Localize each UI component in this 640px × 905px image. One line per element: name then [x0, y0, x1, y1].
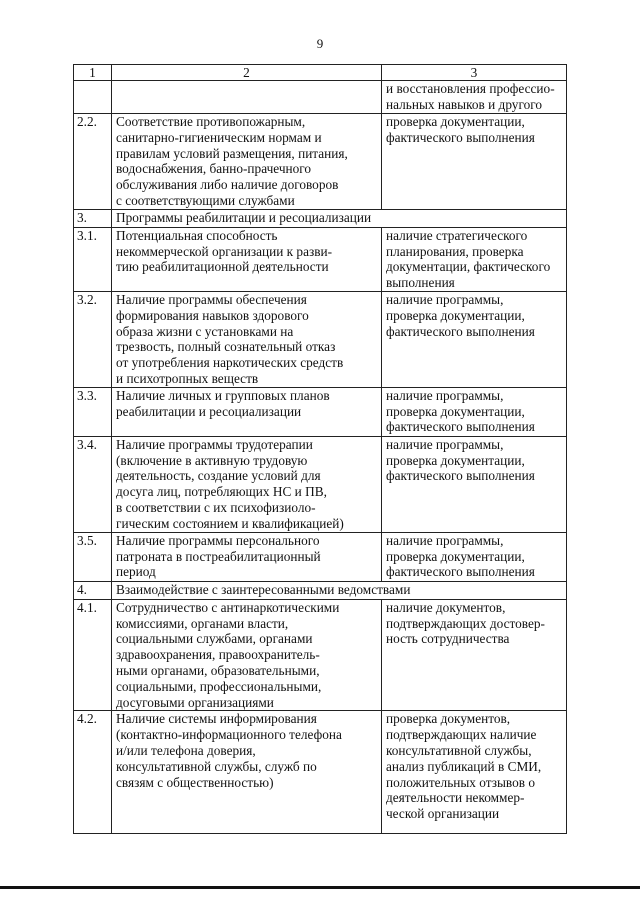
section-number: 3. — [74, 209, 112, 227]
section-title: Взаимодействие с заинтересованными ведомствами — [112, 581, 567, 599]
method-cell: проверка документов, подтверждающих наличие консультативной службы, анализ публикаций в СМИ, положительных отзывов о деятельности некоммер- ческой организации — [382, 711, 567, 834]
table-row — [74, 599, 567, 711]
method-cell: наличие программы, проверка документации, фактического выполнения — [382, 291, 567, 387]
table-row — [74, 387, 567, 436]
table-row — [74, 81, 567, 114]
criterion-cell: Наличие системы информирования (контактно-информационного телефона и/или телефона доверия, консультативной службы, служб по связям с общественностью) — [112, 711, 382, 834]
criterion-cell: Наличие программы трудотерапии (включение в активную трудовую деятельность, создание условий для досуга лиц, потребляющих НС и ПВ, в соответствии с их психофизиоло- гическим состоянием и квалификацией) — [112, 436, 382, 532]
item-number: 2.2. — [74, 114, 112, 210]
method-cell: наличие программы, проверка документации, фактического выполнения — [382, 436, 567, 532]
table-header-row — [74, 65, 567, 81]
section-title: Программы реабилитации и ресоциализации — [112, 209, 567, 227]
table-row — [74, 532, 567, 581]
method-cell: и восстановления профессио- нальных навыков и другого — [382, 81, 567, 114]
column-header: 1 — [74, 65, 112, 81]
method-cell: наличие документов, подтверждающих достовер- ность сотрудничества — [382, 599, 567, 711]
criterion-cell: Сотрудничество с антинаркотическими комиссиями, органами власти, социальными службами, органами здравоохранения, правоохранитель- ными органами, образовательными, социальными, профессиональными, досуговыми организациями — [112, 599, 382, 711]
table-body — [74, 65, 567, 834]
table-row — [74, 227, 567, 291]
criterion-cell: Наличие личных и групповых планов реабилитации и ресоциализации — [112, 387, 382, 436]
item-number — [74, 81, 112, 114]
criterion-cell: Потенциальная способность некоммерческой организации к разви- тию реабилитационной деятельности — [112, 227, 382, 291]
bottom-rule — [0, 886, 640, 889]
method-cell: проверка документации, фактического выполнения — [382, 114, 567, 210]
criterion-cell — [112, 81, 382, 114]
section-row — [74, 209, 567, 227]
item-number: 3.4. — [74, 436, 112, 532]
item-number: 3.5. — [74, 532, 112, 581]
method-cell: наличие программы, проверка документации, фактического выполнения — [382, 532, 567, 581]
item-number: 3.3. — [74, 387, 112, 436]
item-number: 4.2. — [74, 711, 112, 834]
criterion-cell: Наличие программы обеспечения формирования навыков здорового образа жизни с установками на трезвость, полный сознательный отказ от употребления наркотических средств и психотропных веществ — [112, 291, 382, 387]
table-row — [74, 436, 567, 532]
section-number: 4. — [74, 581, 112, 599]
table-row — [74, 291, 567, 387]
column-header: 2 — [112, 65, 382, 81]
section-row — [74, 581, 567, 599]
method-cell: наличие стратегического планирования, проверка документации, фактического выполнения — [382, 227, 567, 291]
item-number: 3.2. — [74, 291, 112, 387]
method-cell: наличие программы, проверка документации, фактического выполнения — [382, 387, 567, 436]
item-number: 3.1. — [74, 227, 112, 291]
criterion-cell: Наличие программы персонального патроната в постреабилитационный период — [112, 532, 382, 581]
page-number: 9 — [316, 36, 324, 51]
column-header: 3 — [382, 65, 567, 81]
table-row — [74, 114, 567, 210]
item-number: 4.1. — [74, 599, 112, 711]
table-row — [74, 711, 567, 834]
criteria-table — [73, 64, 567, 834]
criterion-cell: Соответствие противопожарным, санитарно-гигиеническим нормам и правилам условий размещения, питания, водоснабжения, банно-прачечного обслуживания либо наличие договоров с соответствующими службами — [112, 114, 382, 210]
